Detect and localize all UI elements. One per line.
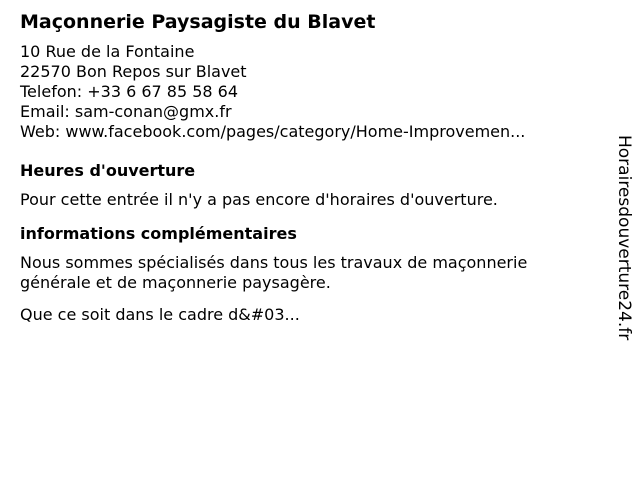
phone-number[interactable]: Telefon: +33 6 67 85 58 64 [20, 82, 239, 101]
contact-block [20, 42, 595, 142]
website-link[interactable]: Web: www.facebook.com/pages/category/Home-Improvemen... [20, 122, 526, 141]
additional-info-heading: informations complémentaires [20, 224, 297, 243]
listing-card [20, 10, 595, 325]
opening-hours-heading: Heures d'ouverture [20, 161, 196, 180]
address-street: 10 Rue de la Fontaine [20, 42, 195, 61]
business-name: Maçonnerie Paysagiste du Blavet [20, 11, 376, 33]
opening-hours-text: Pour cette entrée il n'y a pas encore d'horaires d'ouverture. [20, 190, 498, 209]
additional-info-paragraph: Nous sommes spécialisés dans tous les travaux de maçonnerie générale et de maçonnerie paysagère. [20, 253, 528, 292]
address-city: 22570 Bon Repos sur Blavet [20, 62, 247, 81]
site-watermark-label: Horairesdouverture24.fr [614, 135, 634, 341]
email-address[interactable]: Email: sam-conan@gmx.fr [20, 102, 232, 121]
additional-info-excerpt: Que ce soit dans le cadre d&#03... [20, 305, 300, 324]
